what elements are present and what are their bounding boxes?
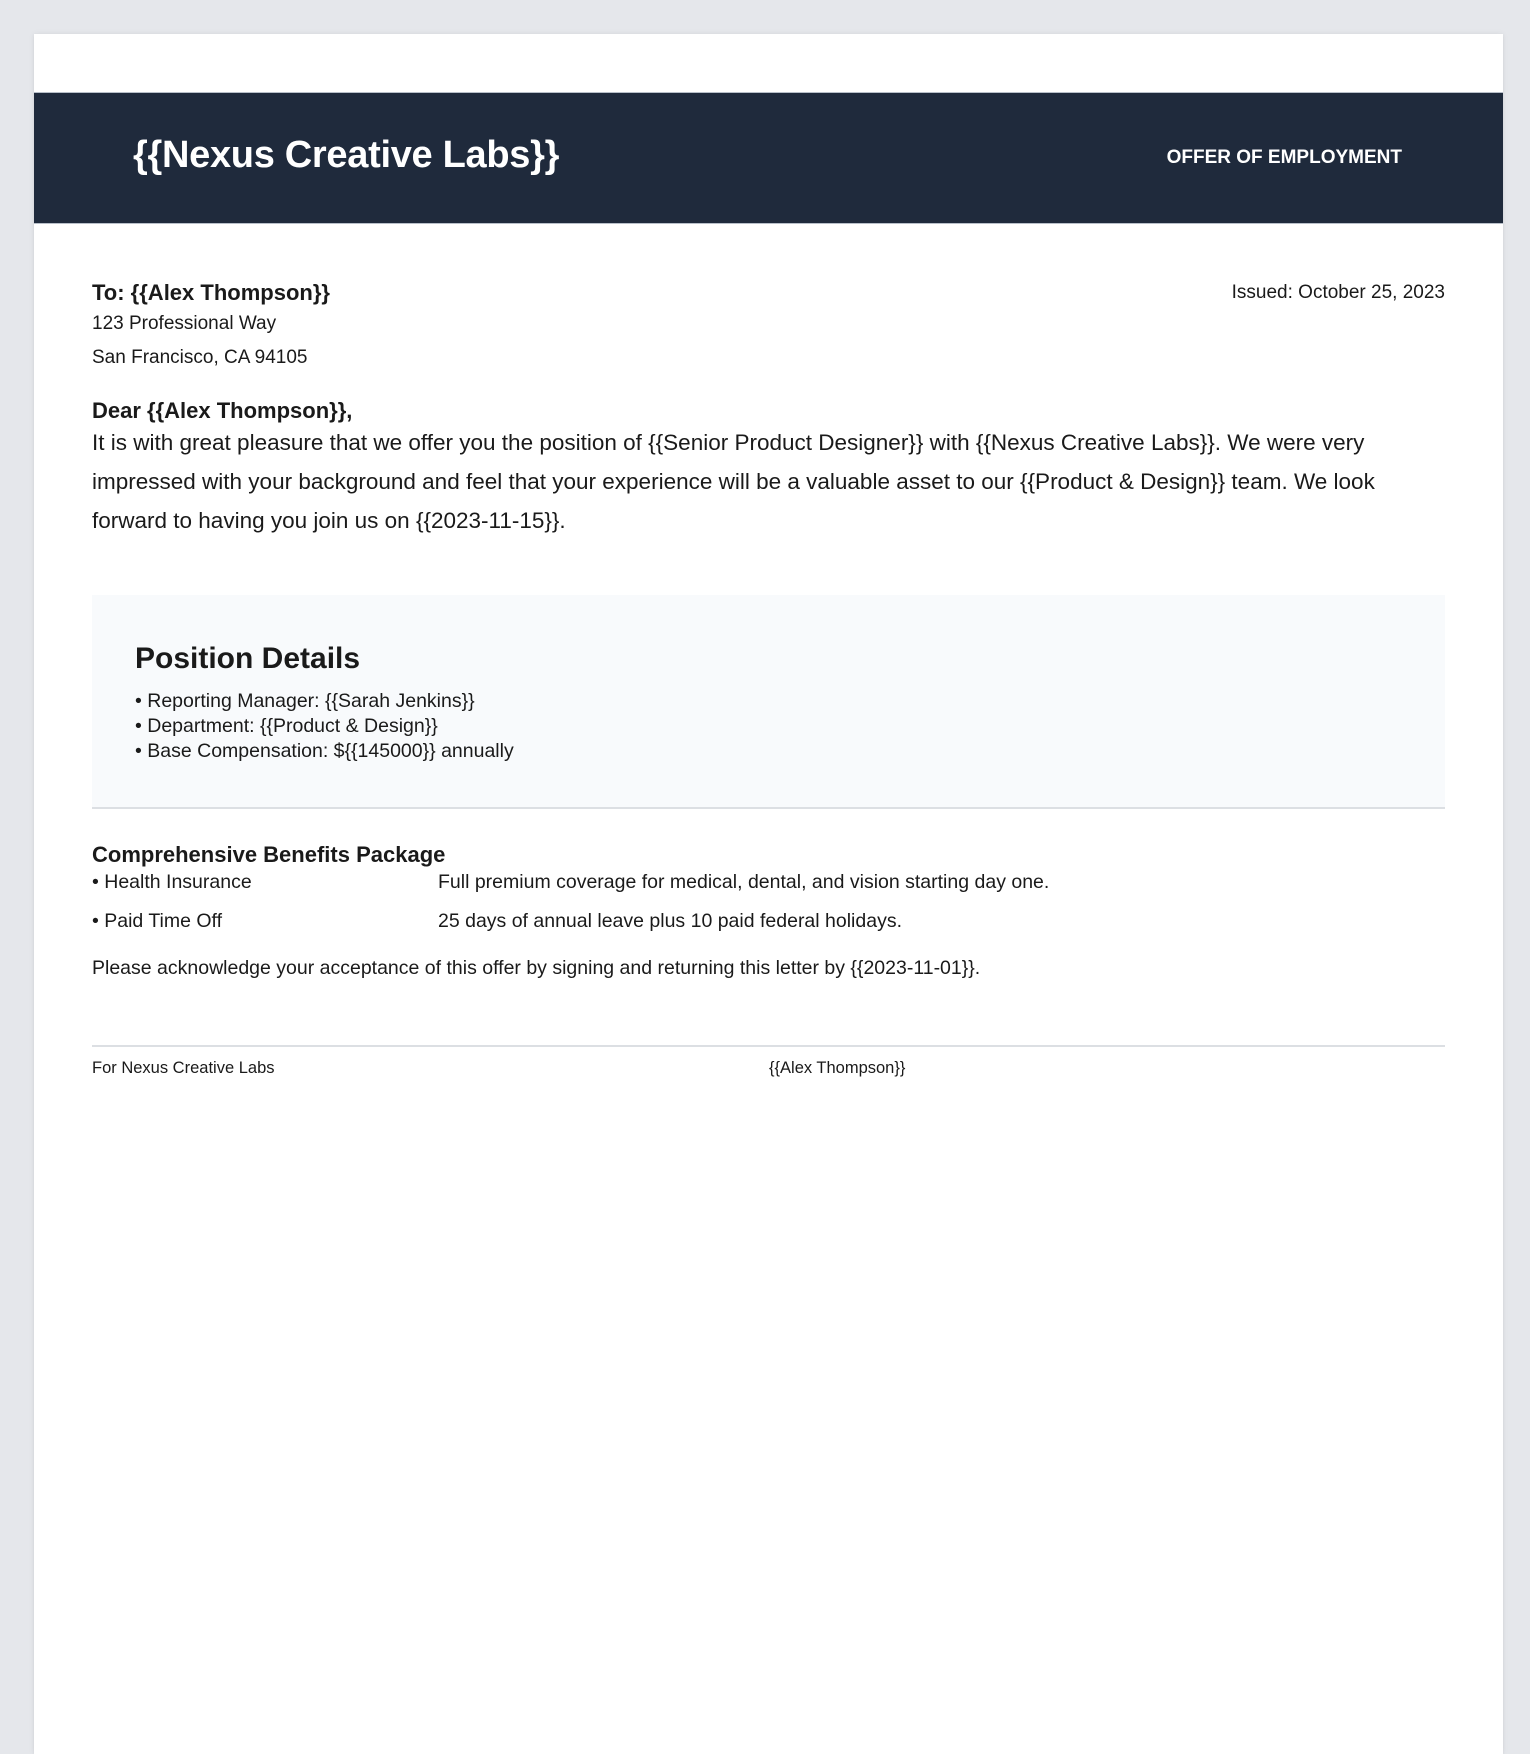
benefit-name: • Paid Time Off [92,910,223,932]
benefit-description: Full premium coverage for medical, dental, and vision starting day one. [438,871,1050,893]
issued-date: Issued: October 25, 2023 [1231,282,1445,303]
benefit-name: • Health Insurance [92,871,252,893]
recipient-to-line: To: {{Alex Thompson}} [92,280,330,305]
salutation: Dear {{Alex Thompson}}, [92,398,353,423]
benefit-description: 25 days of annual leave plus 10 paid federal holidays. [438,910,902,932]
company-name: {{Nexus Creative Labs}} [133,134,560,176]
position-details-box [92,595,1445,809]
intro-paragraph: It is with great pleasure that we offer you the position of {{Senior Product Designer}} with {{Nexus Creative Labs}}. We were very impressed with your background and feel that your experience will be a valuable asset to our {{Product & Design}} team. We look forward to having you join us on {{2023-11-15}}. [92,430,1375,533]
position-details-list [135,689,514,764]
benefit-row [92,908,1445,947]
recipient-block [92,279,1445,375]
document-page [34,34,1503,1754]
company-signature-label: For Nexus Creative Labs [92,1059,275,1077]
recipient-address-line-1: 123 Professional Way [92,313,277,334]
recipient-address-line-2: San Francisco, CA 94105 [92,347,308,368]
benefit-row [92,869,1445,908]
position-detail-reporting-manager: • Reporting Manager: {{Sarah Jenkins}} [135,690,475,712]
letterhead-banner [34,92,1503,224]
document-type-label: OFFER OF EMPLOYMENT [1166,147,1402,168]
position-details-heading: Position Details [135,642,361,675]
benefits-table [92,869,1445,947]
position-detail-department: • Department: {{Product & Design}} [135,715,438,737]
benefits-heading: Comprehensive Benefits Package [92,842,446,867]
acceptance-note: Please acknowledge your acceptance of this offer by signing and returning this letter by {{2023-11-01}}. [92,957,981,979]
position-detail-base-compensation: • Base Compensation: ${{145000}} annually [135,740,514,762]
candidate-signature-label: {{Alex Thompson}} [769,1059,906,1077]
signature-divider [92,1045,1445,1047]
